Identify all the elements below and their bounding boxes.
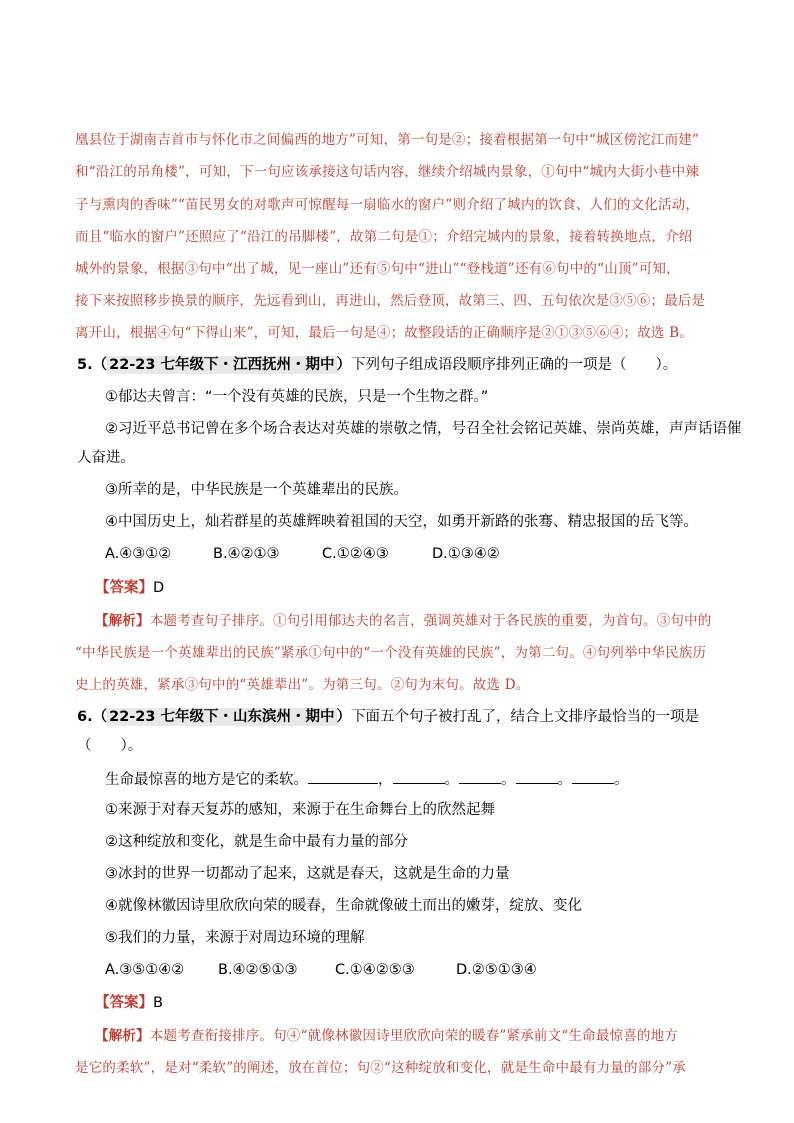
prev-analysis-line-5: 城外的景象，根据③句中“出了城，见一座山”还有⑤句中“进山”“登栈道”还有⑥句中的“山顶”可知， [75, 261, 680, 277]
q5-analysis-line-3: 史上的英雄，紧承③句中的“英雄辈出”。为第三句。②句为末句。故选 D。 [75, 677, 530, 693]
q5-answer-value: D [153, 580, 165, 596]
q6-item-4: ④就像林徽因诗里欣欣向荣的暖春，生命就像破土而出的嫩芽，绽放、变化 [105, 898, 582, 914]
q6-option-b: B.④②⑤①③ [218, 962, 298, 978]
q6-item-3: ③冰封的世界一切都动了起来，这就是春天，这就是生命的力量 [105, 866, 510, 882]
q6-option-c: C.①④②⑤③ [335, 962, 415, 978]
q6-item-5: ⑤我们的力量，来源于对周边环境的理解 [105, 930, 365, 946]
prev-analysis-line-4: 而且“临水的窗户”还照应了“沿江的吊脚楼”，故第二句是①；介绍完城内的景象，接着转换地点，介绍 [75, 229, 693, 245]
prev-analysis-line-7: 离开山，根据④句“下得山来”，可知，最后一句是④；故整段话的正确顺序是②①③⑤⑥④；故选 B。 [75, 325, 693, 341]
q6-answer [95, 994, 163, 1012]
prev-analysis-line-1: 凰县位于湖南吉首市与怀化市之间偏西的地方”可知，第一句是②；接着根据第一句中“城区傍沱江而建” [75, 132, 700, 148]
q6-item-1: ①来源于对春天复苏的感知，来源于在生命舞台上的欣然起舞 [105, 802, 495, 818]
q6-blank-3 [459, 769, 501, 784]
q5-stem-line: 5.（ 22-23 七年级下・江西抚州・期中 ）下列句子组成语段顺序排列正确的一项是（ ）。 [77, 357, 678, 373]
q5-stem: 下列句子组成语段顺序排列正确的一项是（ ）。 [351, 357, 678, 373]
prev-analysis-line-6: 接下来按照移步换景的顺序，先远看到山，再进山，然后登顶，故第三、四、五句依次是③⑤⑥；最后是 [75, 293, 706, 309]
q5-analysis-label: 【解析】 [95, 613, 150, 629]
q6-stem-line: 6.（ 22-23 七年级下・山东滨州・期中 ）下面五个句子被打乱了，结合上文排序最恰当的一项是 [77, 709, 700, 725]
q5-answer [95, 579, 164, 597]
q5-option-b: B.④②①③ [213, 546, 280, 562]
q5-item-4: ④中国历史上，灿若群星的英雄辉映着祖国的天空，如勇开新路的张骞、精忠报国的岳飞等。 [105, 514, 698, 530]
q5-answer-label: 【答案】 [95, 580, 153, 596]
q5-source: 22-23 七年级下・江西抚州・期中 [109, 357, 335, 373]
q5-item-3: ③所幸的是，中华民族是一个英雄辈出的民族。 [105, 482, 408, 498]
q6-source: 22-23 七年级下・山东滨州・期中 [109, 709, 335, 725]
q5-number: 5. [77, 357, 93, 373]
q5-item-1: ①郁达夫曾言：“一个没有英雄的民族，只是一个生物之群。” [105, 389, 489, 405]
q6-lead: 生命最惊喜的地方是它的柔软。 [105, 772, 308, 788]
q6-stem: 下面五个句子被打乱了，结合上文排序最恰当的一项是 [351, 709, 700, 725]
q5-item-2-cont: 人奋进。 [77, 450, 135, 466]
q6-option-a: A.③⑤①④② [105, 962, 185, 978]
q6-blank-2 [393, 769, 445, 784]
q6-blank-4 [516, 769, 558, 784]
prev-analysis-line-3: 子与熏肉的香味”“苗民男女的对歌声可惊醒每一扇临水的窗户”则介绍了城内的饮食、人们的文化活动， [75, 197, 700, 213]
q5-option-d: D.①③④② [432, 546, 500, 562]
q5-analysis-line-1: 【解析】本题考查句子排序。①句引用郁达夫的名言，强调英雄对于各民族的重要，为首句。③句中的 [95, 613, 712, 629]
q6-blank-5 [572, 769, 614, 784]
q6-item-2: ②这种绽放和变化，就是生命中最有力量的部分 [105, 834, 408, 850]
q5-option-c: C.①②④③ [322, 546, 389, 562]
q6-paren: （ ）。 [77, 738, 143, 754]
q6-analysis-label: 【解析】 [95, 1028, 150, 1044]
q6-analysis-line-2: 是它的柔软”，是对“柔软”的阐述，放在首位；句②“这种绽放和变化，就是生命中最有力量的部分”承 [75, 1060, 686, 1076]
q6-answer-label: 【答案】 [95, 995, 153, 1011]
q5-analysis-line-2: “中华民族是一个英雄辈出的民族”紧承①句中的“一个没有英雄的民族”，为第二句。④句列举中华民族历 [75, 645, 707, 661]
q6-lead-line: 生命最惊喜的地方是它的柔软。 ， 。 。 。 。 [105, 769, 629, 789]
q6-analysis-line-1: 【解析】本题考查衔接排序。句④“就像林徽因诗里欣欣向荣的暖春”紧承前文“生命最惊喜的地方 [95, 1028, 679, 1044]
q6-option-d: D.②⑤①③④ [456, 962, 537, 978]
prev-analysis-line-2: 和“沿江的吊角楼”，可知，下一句应该承接这句话内容，继续介绍城内景象，①句中“城内大街小巷中辣 [75, 164, 700, 180]
q6-answer-value: B [153, 995, 163, 1011]
q5-option-a: A.④③①② [105, 546, 172, 562]
q5-item-2: ②习近平总书记曾在多个场合表达对英雄的崇敬之情，号召全社会铭记英雄、崇尚英雄，声声话语催 [105, 421, 742, 437]
q6-blank-1 [308, 769, 378, 784]
q6-number: 6. [77, 709, 93, 725]
